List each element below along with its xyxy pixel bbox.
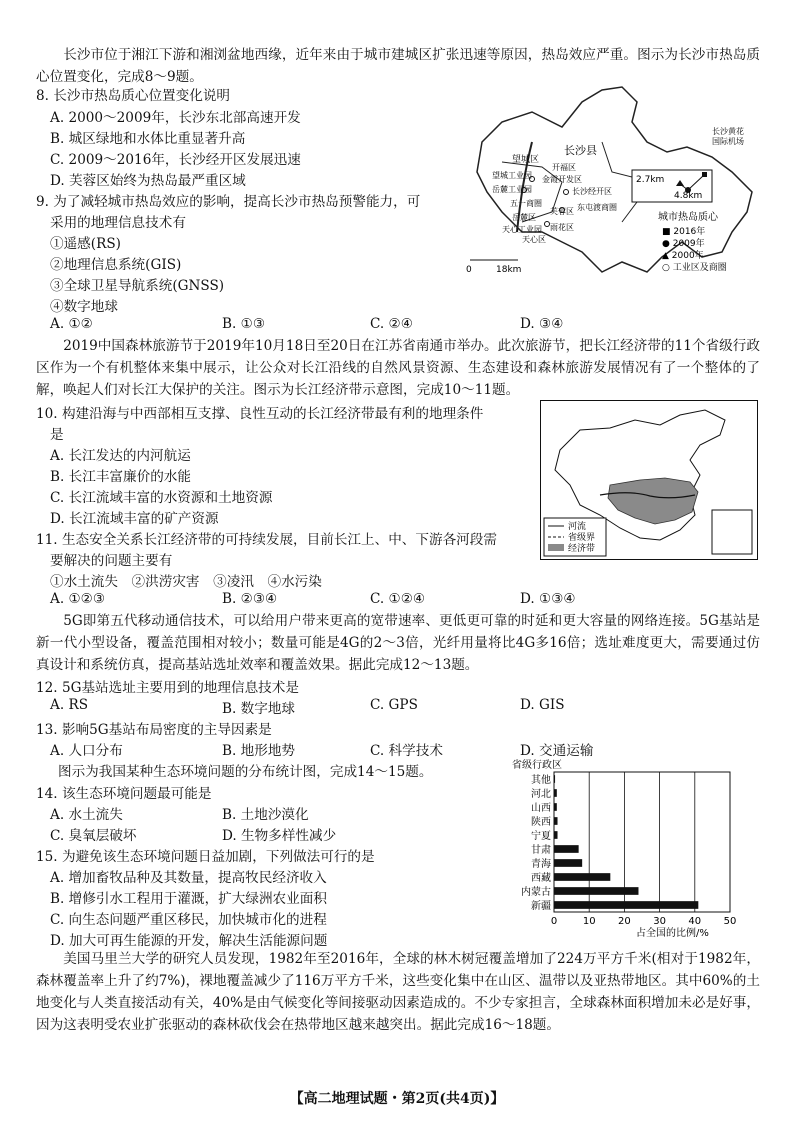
label-tianxin-industrial: 天心工业园 [502,225,542,234]
q12-option-c[interactable]: C. GPS [370,697,418,713]
chart-y-tick-label: 河北 [531,789,551,800]
q9-item-1: ①遥感(RS) [50,236,121,252]
q11-option-d[interactable]: D. ①③④ [520,591,576,607]
south-china-sea-inset [712,510,752,554]
q8-option-d[interactable]: D. 芙蓉区始终为热岛最严重区域 [50,173,246,189]
chart-y-tick-label: 陕西 [531,817,551,828]
question-11-stem: 11. 生态安全关系长江经济带的可持续发展，目前长江上、中、下游各河段需 [36,532,497,548]
legend-boundary: 省级界 [568,533,596,543]
label-yuelu-industrial: 岳麓工业园 [492,185,532,194]
legend-2000: ▲ 2000年 [662,251,704,261]
legend-title: 城市热岛质心 [658,212,718,223]
chart-y-tick-label: 新疆 [531,901,551,912]
q10-option-d[interactable]: D. 长江流域丰富的矿产资源 [50,511,219,527]
q9-option-b[interactable]: B. ①③ [222,316,266,332]
chart-x-tick-label: 20 [618,916,631,927]
chart-y-tick-label: 青海 [531,859,551,870]
q14-option-c[interactable]: C. 臭氧层破坏 [50,828,137,844]
chart-bar [554,887,638,895]
legend-river: 河流 [568,522,587,532]
label-furong: 芙蓉区 [550,207,574,216]
q11-items: ①水土流失 ②洪涝灾害 ③凌汛 ④水污染 [50,574,322,590]
chart-x-tick-label: 0 [550,916,558,927]
chart-x-tick-label: 10 [582,916,596,927]
legend-2016: ■ 2016年 [662,227,706,237]
q14-option-d[interactable]: D. 生物多样性减少 [222,828,337,844]
q9-item-2: ②地理信息系统(GIS) [50,257,182,273]
distance-2: 4.8km [674,191,703,201]
q14-option-b[interactable]: B. 土地沙漠化 [222,807,309,823]
chart-bar [554,901,698,909]
q13-option-c[interactable]: C. 科学技术 [370,743,443,759]
chart-bar [554,775,555,783]
legend-industrial: ○ 工业区及商圈 [662,263,727,273]
q10-option-b[interactable]: B. 长江丰富廉价的水能 [50,469,191,485]
chart-y-tick-label: 内蒙古 [521,887,551,898]
q11-option-a[interactable]: A. ①②③ [50,591,106,607]
label-changsha-county: 长沙县 [564,144,597,157]
legend-2009: ● 2009年 [662,239,705,249]
q8-option-c[interactable]: C. 2009～2016年，长沙经开区发展迅速 [50,152,301,168]
label-airport-2: 国际机场 [712,137,744,146]
question-13-stem: 13. 影响5G基站布局密度的主导因素是 [36,722,272,738]
label-dongtundu: 东屯渡商圈 [577,203,617,212]
q9-option-a[interactable]: A. ①② [50,316,93,332]
chart-y-axis-label: 省级行政区 [512,760,562,771]
q9-option-c[interactable]: C. ②④ [370,316,413,332]
question-8-stem: 8. 长沙市热岛质心位置变化说明 [36,88,231,104]
q9-item-3: ③全球卫星导航系统(GNSS) [50,278,225,294]
question-9-stem-cont: 采用的地理信息技术有 [50,215,186,231]
question-14-stem: 14. 该生态环境问题最可能是 [36,786,212,802]
q15-option-a[interactable]: A. 增加畜牧品种及其数量，提高牧民经济收入 [50,870,327,886]
question-12-stem: 12. 5G基站选址主要用到的地理信息技术是 [36,680,299,696]
legend-belt-symbol [548,544,564,551]
q12-option-d[interactable]: D. GIS [520,697,565,713]
chart-y-tick-label: 山西 [531,803,551,814]
q10-option-a[interactable]: A. 长江发达的内河航运 [50,448,191,464]
industrial-marker [545,222,550,227]
scale-label: 18km [496,265,522,275]
intro-paragraph-3: 5G即第五代移动通信技术，可以给用户带来更高的宽带速率、更低更可靠的时延和更大容量的网络连接。5G基站是新一代小型设备，覆盖范围相对较小；数量可能是4G的2～3倍，光纤用量将比4G多16倍；选址难度更大，需要通过仿真设计和系统仿真，提高基站选址效率和覆盖效果。据此完成12～13题。 [36,613,760,673]
q9-option-d[interactable]: D. ③④ [520,316,564,332]
label-wangcheng-industrial: 望城工业园 [492,171,532,180]
chart-x-tick-label: 30 [653,916,666,927]
label-tianxin: 天心区 [522,235,546,244]
chart-y-tick-label: 宁夏 [531,831,551,842]
label-kaifu: 开福区 [552,163,576,172]
chart-y-tick-label: 甘肃 [531,845,551,856]
q13-option-a[interactable]: A. 人口分布 [50,743,123,759]
question-9-stem: 9. 为了减轻城市热岛效应的影响，提高长沙市热岛预警能力，可 [36,194,421,210]
page-footer: 【高二地理试题・第2页(共4页)】 [289,1091,505,1107]
label-yuhua: 雨花区 [550,223,574,232]
q11-option-b[interactable]: B. ②③④ [222,591,278,607]
q15-option-b[interactable]: B. 增修引水工程用于灌溉，扩大绿洲农业面积 [50,891,327,907]
q12-option-a[interactable]: A. RS [50,697,89,713]
intro-paragraph-1: 长沙市位于湘江下游和湘浏盆地西缘，近年来由于城市建城区扩张迅速等原因，热岛效应严重。图示为长沙市热岛质心位置变化，完成8～9题。 [36,47,760,85]
q11-option-c[interactable]: C. ①②④ [370,591,426,607]
chart-y-tick-label: 西藏 [531,873,551,884]
label-yuelu: 岳麓区 [512,213,536,222]
q13-option-b[interactable]: B. 地形地势 [222,743,296,759]
chart-x-tick-label: 50 [723,916,737,927]
distance-1: 2.7km [636,175,665,185]
chart-bar [554,859,582,867]
chart-bar [554,817,558,825]
chart-bar [554,803,557,811]
q8-option-b[interactable]: B. 城区绿地和水体比重显著升高 [50,131,246,147]
industrial-marker [564,190,569,195]
q9-item-4: ④数字地球 [50,299,118,315]
chart-bar [554,873,610,881]
q14-option-a[interactable]: A. 水土流失 [50,807,123,823]
q15-option-d[interactable]: D. 加大可再生能源的开发，解决生活能源问题 [50,933,328,949]
q15-option-c[interactable]: C. 向生态问题严重区移民，加快城市化的进程 [50,912,327,928]
q10-option-c[interactable]: C. 长江流域丰富的水资源和土地资源 [50,490,273,506]
question-10-stem-cont: 是 [50,427,64,443]
q8-option-a[interactable]: A. 2000～2009年，长沙东北部高速开发 [50,110,301,126]
chart-bar [554,831,558,839]
label-airport-1: 长沙黄花 [712,127,744,136]
chart-bar [554,789,557,797]
yangtze-economic-belt-map [540,400,758,560]
chart-x-axis-label: 占全国的比例/% [636,928,709,939]
intro-paragraph-5: 美国马里兰大学的研究人员发现，1982年至2016年，全球的林木树冠覆盖增加了224万平方千米(相对于1982年，森林覆盖率上升了约7%)，裸地覆盖减少了116万平方千米，这些变化集中在山区、温带以及亚热带地区。其中60%的土地变化与人类直接活动有关，40%是由气候变化等间接驱动因素造成的。不少专家担言，全球森林面积增加未必是好事，因为这表明受农业扩张驱动的森林砍伐会在热带地区越来越突出。据此完成16～18题。 [36,951,760,1033]
scale-zero: 0 [466,265,472,275]
intro-paragraph-4: 图示为我国某种生态环境问题的分布统计图，完成14～15题。 [58,764,433,780]
q13-option-d[interactable]: D. 交通运输 [520,743,594,759]
question-10-stem: 10. 构建沿海与中西部相互支撑、良性互动的长江经济带最有利的地理条件 [36,406,484,422]
intro-paragraph-2: 2019中国森林旅游节于2019年10月18日至20日在江苏省南通市举办。此次旅游节，把长江经济带的11个省级行政区作为一个有机整体来集中展示，让公众对长江沿线的自然风景资源、生态建设和森林旅游发展情况有了一个整体的了解，唤起人们对长江大保护的关注。图示为长江经济带示意图，完成10～11题。 [36,338,760,398]
label-wuyi: 五一商圈 [510,199,542,208]
changsha-heat-island-map [462,82,762,282]
q12-option-b[interactable]: B. 数字地球 [222,701,296,717]
chart-x-tick-label: 40 [688,916,702,927]
question-11-stem-cont: 要解决的问题主要有 [50,553,173,569]
ecological-problem-bar-chart [506,758,756,940]
label-jingkai: 长沙经开区 [572,187,612,196]
legend-belt: 经济带 [568,544,596,554]
chart-y-tick-label: 其他 [531,775,551,786]
chart-bar [554,845,579,853]
question-15-stem: 15. 为避免该生态环境问题日益加剧，下列做法可行的是 [36,849,375,865]
label-jinxia: 金霞开发区 [542,175,582,184]
label-wangcheng: 望城区 [512,155,540,165]
